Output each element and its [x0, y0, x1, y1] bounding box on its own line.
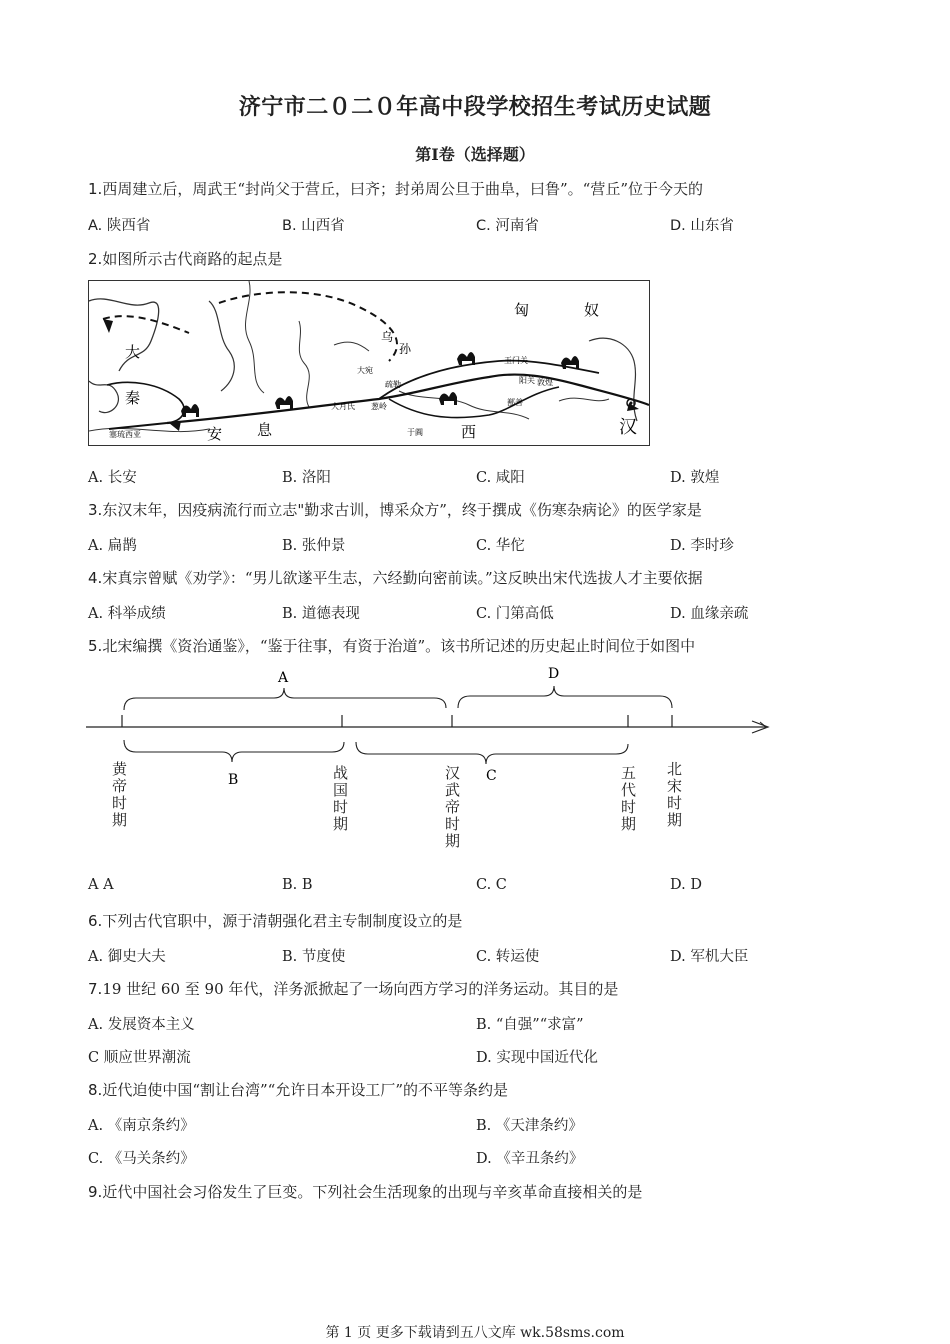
trade-route-map — [88, 280, 650, 446]
q5-option-d[interactable]: D. D — [670, 877, 702, 893]
map-label-anxi-2: 息 — [257, 421, 273, 439]
question-3: 3.东汉末年，因疫病流行而立志"勤求古训，博采众方”，终于撰成《伤寒杂病论》的医学家是 — [88, 501, 702, 519]
timeline-period-beisong: 北宋时期 — [667, 760, 683, 829]
question-1: 1.西周建立后，周武王“封尚父于营丘，曰齐；封弟周公旦于曲阜，曰鲁”。“营丘”位于今天的 — [88, 180, 703, 198]
exam-title: 济宁市二０二０年高中段学校招生考试历史试题 — [238, 94, 712, 120]
timeline-period-zhanguo: 战国时期 — [333, 764, 349, 833]
q8-option-b[interactable]: B. 《天津条约》 — [476, 1118, 583, 1134]
map-label-dunhuang: 敦煌 — [537, 378, 553, 387]
page-footer: 第 1 页 更多下载请到五八文库 wk.58sms.com — [325, 1325, 625, 1341]
map-label-pamir: 葱岭 — [371, 402, 387, 411]
q3-option-a[interactable]: A. 扁鹊 — [88, 538, 137, 554]
q8-option-a[interactable]: A. 《南京条约》 — [88, 1118, 195, 1134]
q3-option-d[interactable]: D. 李时珍 — [670, 538, 734, 554]
map-label-yangguan: 阳关 — [519, 376, 535, 385]
question-9: 9.近代中国社会习俗发生了巨变。下列社会生活现象的出现与辛亥革命直接相关的是 — [88, 1183, 643, 1201]
question-5: 5.北宋编撰《资治通鉴》，“鉴于往事，有资于治道”。该书所记述的历史起止时间位于如图中 — [88, 637, 696, 655]
timeline-diagram — [80, 660, 780, 860]
map-label-anxi-1: 安 — [207, 425, 223, 443]
q1-option-a[interactable]: A. 陕西省 — [88, 218, 151, 234]
q5-option-b[interactable]: B. B — [282, 877, 313, 893]
q2-option-d[interactable]: D. 敦煌 — [670, 470, 720, 486]
timeline-period-wudai: 五代时期 — [621, 764, 637, 833]
q7-option-c[interactable]: C 顺应世界潮流 — [88, 1050, 191, 1066]
q8-option-d[interactable]: D. 《辛丑条约》 — [476, 1151, 584, 1167]
map-label-shule: 疏勒 — [385, 380, 401, 389]
timeline-period-huangdi: 黄帝时期 — [112, 760, 128, 829]
q8-option-c[interactable]: C. 《马关条约》 — [88, 1151, 195, 1167]
q7-option-a[interactable]: A. 发展资本主义 — [88, 1017, 195, 1033]
q6-option-a[interactable]: A. 御史大夫 — [88, 949, 166, 965]
map-label-shanshan: 鄯善 — [507, 398, 523, 407]
map-label-xi: 西 — [461, 423, 477, 441]
q3-option-b[interactable]: B. 张仲景 — [282, 538, 346, 554]
map-label-wusun-2: 孙 — [399, 342, 412, 356]
timeline-label-b: B — [228, 772, 239, 788]
map-label-yutian: 于阗 — [407, 428, 423, 437]
q4-option-d[interactable]: D. 血缘亲疏 — [670, 606, 749, 622]
q2-option-a[interactable]: A. 长安 — [88, 470, 137, 486]
timeline-label-a: A — [278, 670, 289, 686]
map-label-han: 汉 — [619, 417, 637, 438]
q7-option-d[interactable]: D. 实现中国近代化 — [476, 1050, 598, 1066]
q1-option-c[interactable]: C. 河南省 — [476, 218, 539, 234]
timeline-label-c: C — [486, 768, 497, 784]
q4-option-c[interactable]: C. 门第高低 — [476, 606, 554, 622]
q4-option-b[interactable]: B. 道德表现 — [282, 606, 360, 622]
map-label-yumenguan: 玉门关 — [504, 356, 528, 365]
map-label-xiongnu-2: 奴 — [584, 301, 600, 319]
q6-option-d[interactable]: D. 军机大臣 — [670, 949, 749, 965]
q2-option-b[interactable]: B. 洛阳 — [282, 470, 331, 486]
question-6: 6.下列古代官职中，源于清朝强化君主专制制度设立的是 — [88, 912, 463, 930]
q7-option-b[interactable]: B. “自强”“求富” — [476, 1017, 584, 1033]
question-2: 2.如图所示古代商路的起点是 — [88, 250, 283, 268]
question-4: 4.宋真宗曾赋《劝学》：“男儿欲遂平生志，六经勤向密前读。”这反映出宋代选拔人才主要依据 — [88, 569, 703, 587]
timeline-label-d: D — [548, 666, 560, 682]
q4-option-a[interactable]: A. 科举成绩 — [88, 606, 166, 622]
q1-option-b[interactable]: B. 山西省 — [282, 218, 345, 234]
q3-option-c[interactable]: C. 华佗 — [476, 538, 525, 554]
q5-option-c[interactable]: C. C — [476, 877, 507, 893]
q6-option-c[interactable]: C. 转运使 — [476, 949, 540, 965]
timeline-period-hanwudi: 汉武帝时期 — [445, 764, 461, 850]
map-label-west-asia: 塞琉西亚 — [109, 430, 141, 439]
q1-option-d[interactable]: D. 山东省 — [670, 218, 734, 234]
map-label-dayuan: 大宛 — [357, 366, 373, 375]
q2-option-c[interactable]: C. 咸阳 — [476, 470, 525, 486]
q6-option-b[interactable]: B. 节度使 — [282, 949, 346, 965]
map-label-qin: 秦 — [125, 389, 141, 407]
map-label-dayuezhi: 大月氏 — [331, 402, 355, 411]
map-label-xiongnu-1: 匈 — [514, 301, 530, 319]
q5-option-a[interactable]: A A — [88, 877, 114, 893]
question-8: 8.近代迫使中国“割让台湾”“允许日本开设工厂”的不平等条约是 — [88, 1081, 508, 1099]
question-7: 7.19 世纪 60 至 90 年代，洋务派掀起了一场向西方学习的洋务运动。其目的是 — [88, 980, 619, 998]
section-title: 第Ⅰ卷（选择题） — [415, 145, 535, 164]
map-label-wusun-1: 乌 — [381, 330, 394, 344]
map-label-da: 大 — [125, 343, 141, 361]
